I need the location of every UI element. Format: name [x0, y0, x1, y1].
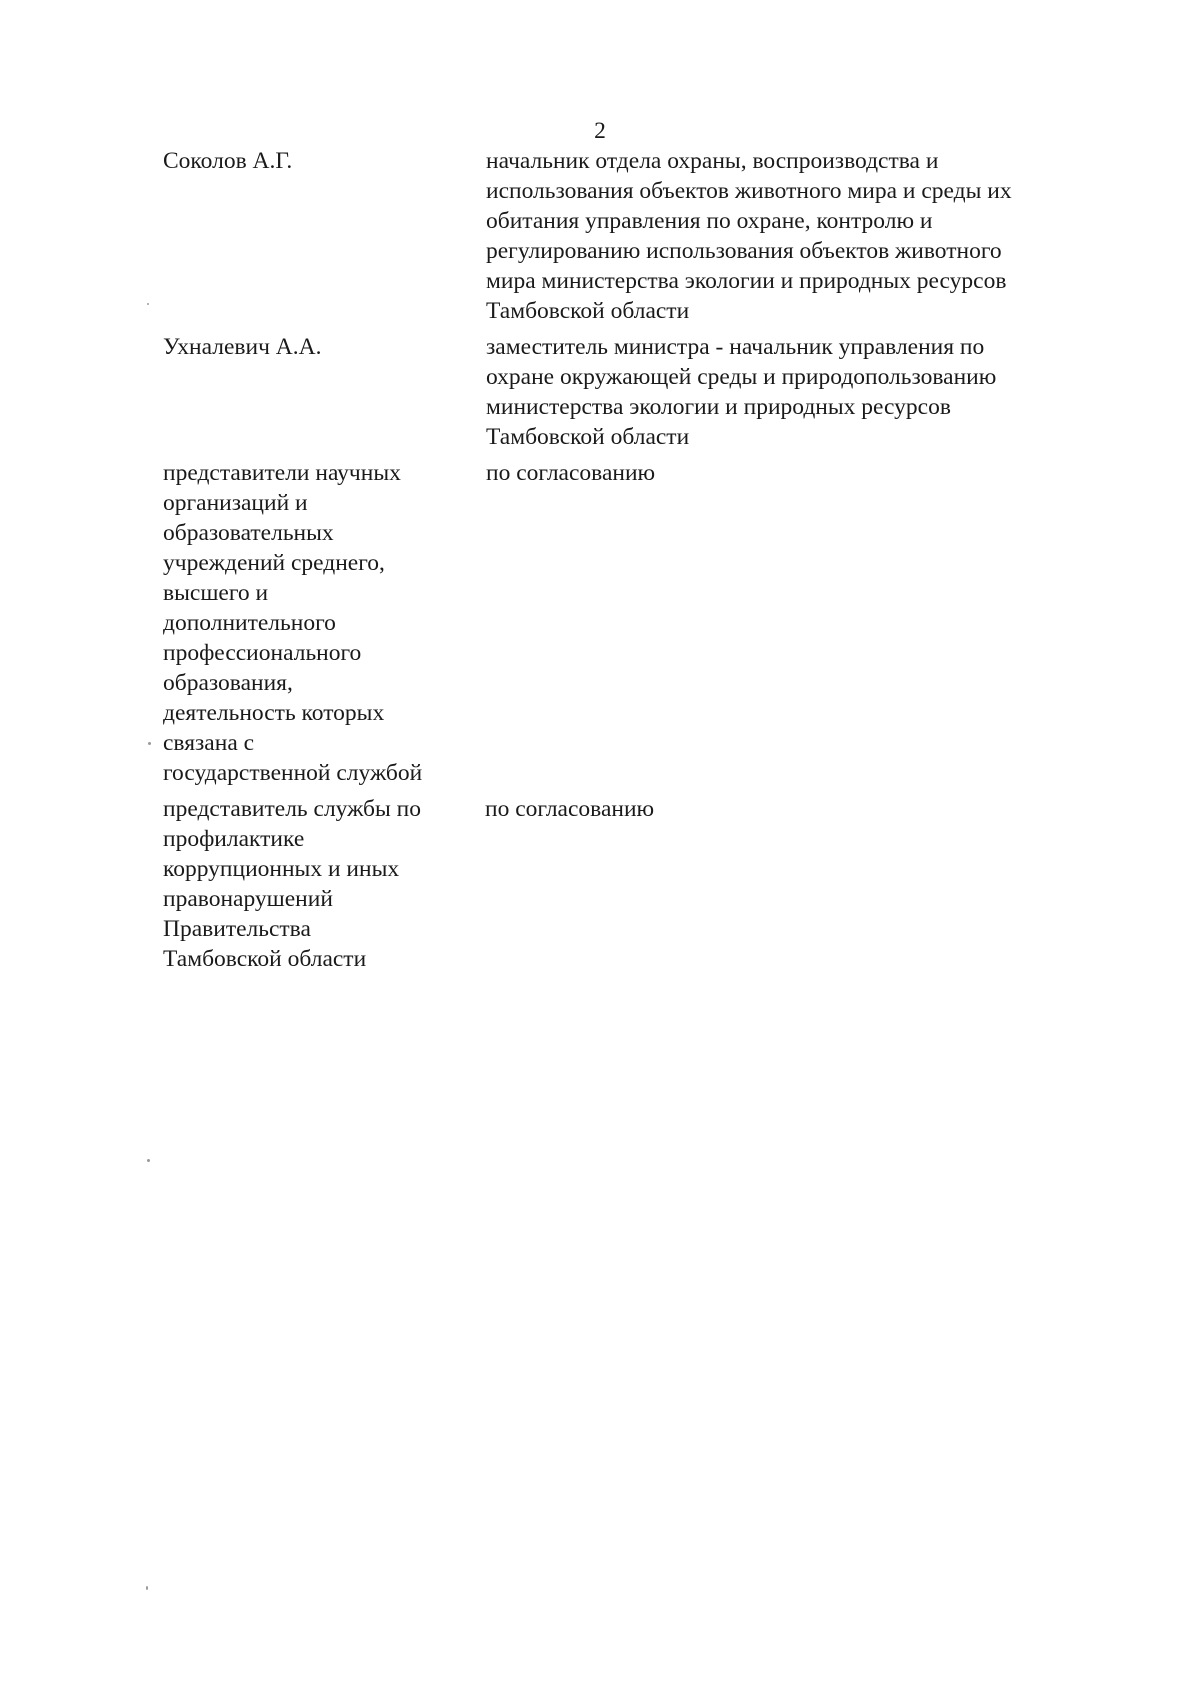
- member-name-line: образования,: [163, 670, 293, 696]
- member-list: [163, 146, 1123, 980]
- member-position-line: заместитель министра - начальник управления по: [486, 334, 985, 360]
- member-name-line: деятельность которых: [163, 700, 385, 726]
- member-name-line: правонарушений: [163, 886, 333, 912]
- member-name-line: представители научных: [163, 460, 401, 486]
- member-name-line: государственной службой: [163, 760, 423, 786]
- member-name-line: высшего и: [163, 580, 269, 606]
- member-position-line: Тамбовской области: [486, 298, 690, 324]
- member-name-line: образовательных: [163, 520, 334, 546]
- member-position: [486, 146, 1123, 326]
- member-position-line: мира министерства экологии и природных ресурсов: [486, 268, 1007, 294]
- member-row: [163, 332, 1123, 452]
- member-name-line: дополнительного: [163, 610, 336, 636]
- page-number: 2: [594, 118, 606, 144]
- member-name-line: Тамбовской области: [163, 946, 367, 972]
- scan-speck: [147, 1159, 150, 1162]
- scan-speck: [148, 742, 151, 745]
- member-name-line: Соколов А.Г.: [163, 148, 293, 174]
- member-name-line: коррупционных и иных: [163, 856, 400, 882]
- member-position: [485, 794, 1122, 974]
- member-position-line: Тамбовской области: [486, 424, 690, 450]
- scan-speck: [146, 1586, 148, 1590]
- member-position-line: по согласованию: [486, 460, 656, 486]
- member-position-line: использования объектов животного мира и среды их: [486, 178, 1012, 204]
- member-position-line: начальник отдела охраны, воспроизводства и: [486, 148, 939, 174]
- member-name-line: связана с: [163, 730, 255, 756]
- member-row: [163, 458, 1123, 788]
- member-position-line: охране окружающей среды и природопользованию: [486, 364, 997, 390]
- member-position-line: регулированию использования объектов животного: [486, 238, 1002, 264]
- member-position: [486, 332, 1123, 452]
- member-position-line: обитания управления по охране, контролю и: [486, 208, 933, 234]
- member-name-line: учреждений среднего,: [163, 550, 385, 576]
- member-position: [486, 458, 1123, 788]
- member-row: [163, 146, 1123, 326]
- member-name-line: представитель службы по: [163, 796, 421, 822]
- scan-speck: [147, 303, 149, 305]
- member-name-line: Ухналевич А.А.: [163, 334, 322, 360]
- member-name-line: профилактике: [163, 826, 305, 852]
- member-name: [163, 332, 486, 452]
- member-name: [163, 146, 486, 326]
- member-name-line: организаций и: [163, 490, 308, 516]
- member-position-line: по согласованию: [485, 796, 655, 822]
- member-name-line: Правительства: [163, 916, 311, 942]
- member-position-line: министерства экологии и природных ресурсов: [486, 394, 951, 420]
- member-name: [163, 458, 486, 788]
- member-name: [163, 794, 485, 974]
- member-name-line: профессионального: [163, 640, 362, 666]
- member-row: [163, 794, 1123, 974]
